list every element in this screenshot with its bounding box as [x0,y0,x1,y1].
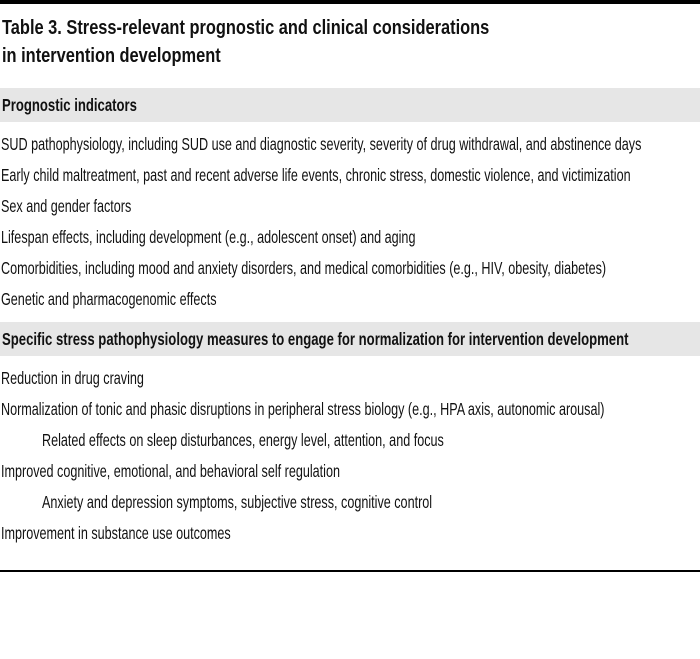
table-title-line-2: in intervention development [2,45,221,67]
table-title [2,14,700,70]
section-rows-prognostic [0,122,700,315]
table-row: Reduction in drug craving [1,368,144,388]
section-header-label: Specific stress pathophysiology measures to engage for normalization for intervention development [2,328,629,349]
table-row-indented: Related effects on sleep disturbances, energy level, attention, and focus [42,430,444,450]
section-rows-measures [0,356,700,549]
bottom-rule [0,570,700,572]
section-header-stress-pathophysiology-measures [0,322,700,356]
table-row: Genetic and pharmacogenomic effects [1,289,217,309]
table-title-line-1: Table 3. Stress-relevant prognostic and clinical considerations [2,17,490,39]
top-rule [0,0,700,4]
table-row: SUD pathophysiology, including SUD use and diagnostic severity, severity of drug withdrawal, and abstinence days [1,134,642,154]
table-row-indented: Anxiety and depression symptoms, subjective stress, cognitive control [42,492,433,512]
table-row: Early child maltreatment, past and recent adverse life events, chronic stress, domestic violence, and victimization [1,165,631,185]
table-row: Comorbidities, including mood and anxiety disorders, and medical comorbidities (e.g., HIV, obesity, diabetes) [1,258,607,278]
table-row: Improved cognitive, emotional, and behavioral self regulation [1,461,341,481]
section-header-label: Prognostic indicators [2,94,137,115]
table-row: Normalization of tonic and phasic disruptions in peripheral stress biology (e.g., HPA axis, autonomic arousal) [1,399,605,419]
section-header-prognostic-indicators [0,88,700,122]
table-row: Lifespan effects, including development (e.g., adolescent onset) and aging [1,227,416,247]
table-row: Sex and gender factors [1,196,132,216]
table-row: Improvement in substance use outcomes [1,523,231,543]
